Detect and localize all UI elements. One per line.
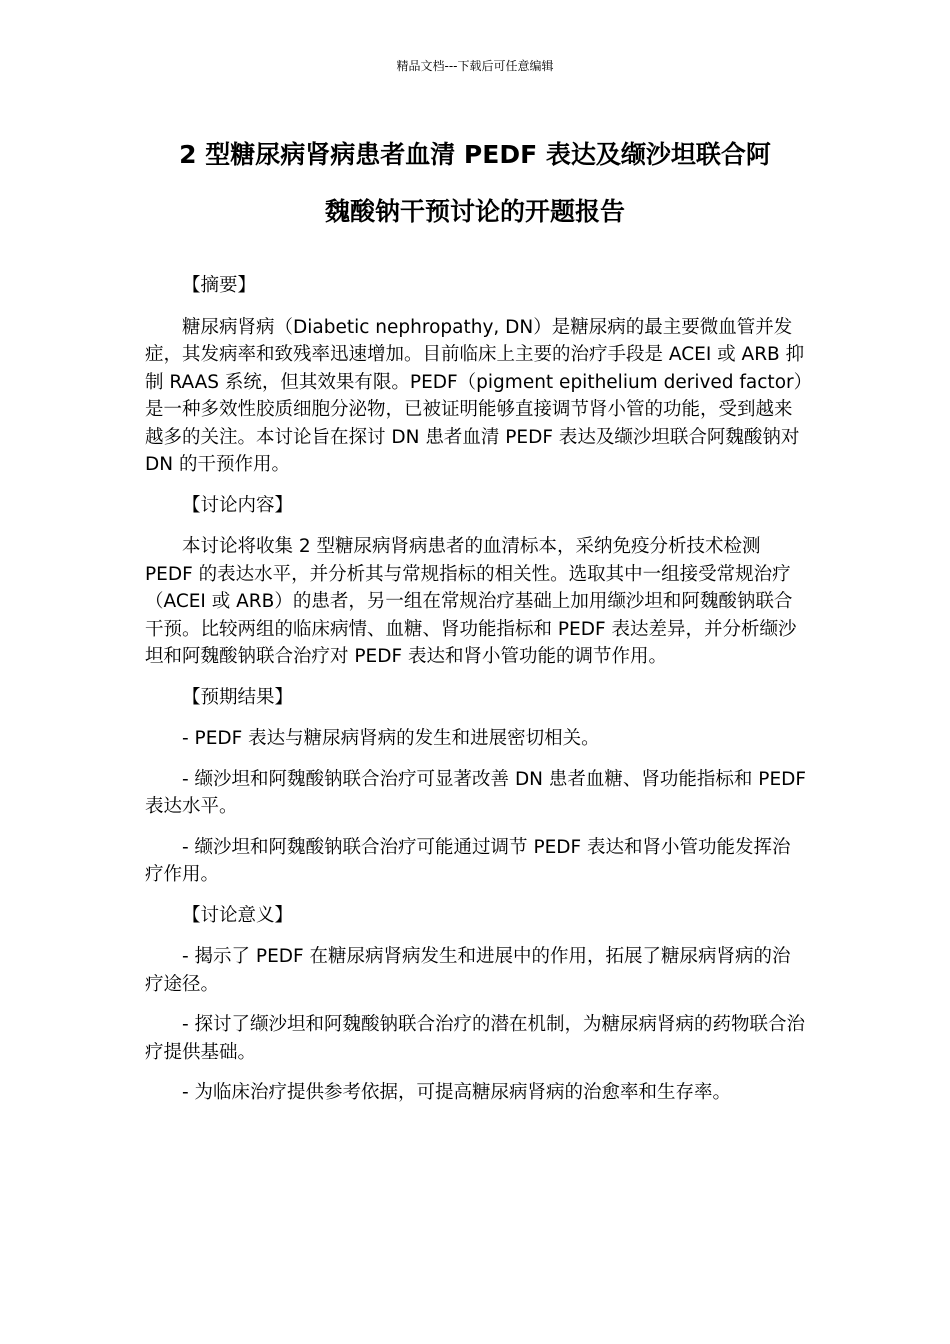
expected-results-heading: 【预期结果】 [182, 686, 294, 708]
research-content-paragraph: 本讨论将收集 2 型糖尿病肾病患者的血清标本，采纳免疫分析技术检测 PEDF 的表达水平，并分析其与常规指标的相关性。选取其中一组接受常规治疗（ACEI 或 ARB）的患者，另一组在常规治疗基础上加用缬沙坦和阿魏酸钠联合干预。比较两组的临床病情、血糖、肾功能指标和 PEDF 表达差异，并分析缬沙坦和阿魏酸钠联合治疗对 PEDF 表达和肾小管功能的调节作用。 [145, 536, 797, 667]
expected-result-item: - 缬沙坦和阿魏酸钠联合治疗可显著改善 DN 患者血糖、肾功能指标和 PEDF 表达水平。 [145, 768, 807, 817]
document-body [145, 272, 807, 1120]
significance-item: - 揭示了 PEDF 在糖尿病肾病发生和进展中的作用，拓展了糖尿病肾病的治疗途径。 [145, 946, 791, 995]
abstract-heading: 【摘要】 [182, 275, 257, 296]
page-header-note: 精品文档---下载后可任意编辑 [396, 59, 554, 73]
document-title-line-1: 2 型糖尿病肾病患者血清 PEDF 表达及缬沙坦联合阿 [179, 140, 771, 169]
significance-heading: 【讨论意义】 [182, 904, 294, 926]
expected-result-item: - PEDF 表达与糖尿病肾病的发生和进展密切相关。 [182, 728, 600, 749]
significance-item: - 为临床治疗提供参考依据，可提高糖尿病肾病的治愈率和生存率。 [182, 1082, 732, 1103]
research-content-heading: 【讨论内容】 [182, 494, 294, 516]
document-title-line-2: 魏酸钠干预讨论的开题报告 [324, 197, 625, 226]
expected-result-item: - 缬沙坦和阿魏酸钠联合治疗可能通过调节 PEDF 表达和肾小管功能发挥治疗作用。 [145, 836, 791, 885]
significance-item: - 探讨了缬沙坦和阿魏酸钠联合治疗的潜在机制，为糖尿病肾病的药物联合治疗提供基础。 [145, 1014, 806, 1063]
abstract-paragraph: 糖尿病肾病（Diabetic nephropathy, DN）是糖尿病的最主要微血管并发症，其发病率和致残率迅速增加。目前临床上主要的治疗手段是 ACEI 或 ARB 抑制 RAAS 系统，但其效果有限。PEDF（pigment epithelium derived factor）是一种多效性胶质细胞分泌物，已被证明能够直接调节肾小管的功能，受到越来越多的关注。本讨论旨在探讨 DN 患者血清 PEDF 表达及缬沙坦联合阿魏酸钠对 DN 的干预作用。 [145, 316, 805, 475]
